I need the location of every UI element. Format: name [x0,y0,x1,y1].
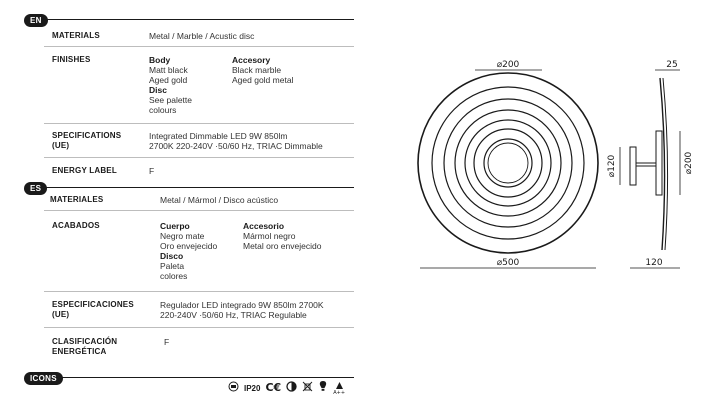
ip20-rating: IP20 [244,383,261,393]
especificaciones-label [52,300,134,320]
row-divider [44,291,354,292]
acabados-cuerpo [160,221,217,281]
energy-label-line: CLASIFICACIÓN [52,337,118,346]
specifications-label [52,131,121,151]
row-divider [44,210,354,211]
materiales-value: Metal / Mármol / Disco acústico [160,195,279,205]
disco-item: colores [160,271,188,281]
acabados-label: ACABADOS [52,221,100,230]
specifications-value [149,131,323,151]
dimmable-icon [286,381,297,396]
energy-scale-text: A++ [333,389,346,396]
disc-item: colours [149,105,177,115]
lang-tag-en: EN [24,14,48,27]
body-item: Aged gold [149,75,188,85]
accesorio-item: Mármol negro [243,231,296,241]
icons-tag: ICONS [24,372,63,385]
dim-side-depth: 25 [666,60,678,70]
specs-line: 220-240V ·50/60 Hz, TRIAC Regulable [160,310,307,320]
no-bin-weee-icon [302,381,313,396]
disc-item: See palette [149,95,193,105]
row-divider [44,123,354,124]
dim-top-width: ⌀200 [496,60,520,70]
materiales-label: MATERIALES [50,195,104,204]
specs-label-line: (UE) [52,310,70,319]
specs-line: Integrated Dimmable LED 9W 850lm [149,131,288,141]
specs-label-line: ESPECIFICACIONES [52,300,134,309]
accessory-heading: Accesory [232,55,271,65]
specs-label-line: (UE) [52,141,70,150]
energy-label: ENERGY LABEL [52,166,117,175]
accesorio-item: Metal oro envejecido [243,241,322,251]
especificaciones-value [160,300,324,320]
energy-label-line: ENERGÉTICA [52,347,107,356]
accessory-item: Black marble [232,65,282,75]
specs-line: 2700K 220-240V ·50/60 Hz, TRIAC Dimmable [149,141,323,151]
section-divider [42,187,354,188]
section-divider [44,19,354,20]
cuerpo-item: Oro envejecido [160,241,218,251]
accessory-item: Aged gold metal [232,75,294,85]
acabados-accesorio [243,221,321,251]
led-bulb-icon [318,380,328,396]
clasificacion-value: F [164,337,170,347]
cuerpo-item: Negro mate [160,231,205,241]
row-divider [44,327,354,328]
specs-label-line: SPECIFICATIONS [52,131,122,140]
body-item: Matt black [149,65,188,75]
row-divider [44,157,354,158]
side-view [630,78,668,250]
row-divider [44,46,354,47]
finishes-accessory [232,55,293,85]
energy-value: F [149,166,155,176]
front-view [418,73,598,253]
dim-side-bottom: 120 [645,258,663,268]
disco-heading: Disco [160,251,184,261]
dim-mount-height: ⌀120 [607,154,617,178]
certification-icons [228,381,345,395]
specs-line: Regulador LED integrado 9W 850lm 2700K [160,300,324,310]
dim-front-diameter: ⌀500 [496,258,520,268]
materials-value: Metal / Marble / Acustic disc [149,31,255,41]
accesorio-heading: Accesorio [243,221,285,231]
body-heading: Body [149,55,171,65]
disco-item: Paleta [160,261,185,271]
dim-side-height: ⌀200 [684,151,694,175]
energy-class-icon [333,381,345,396]
section-divider [60,377,354,378]
clasificacion-label [52,337,117,357]
finishes-label: FINISHES [52,55,91,64]
ce-mark-icon: C€ [265,381,282,394]
disc-heading: Disc [149,85,167,95]
lang-tag-es: ES [24,182,47,195]
materials-label: MATERIALS [52,31,100,40]
finishes-body [149,55,192,115]
cuerpo-heading: Cuerpo [160,221,190,231]
wall-mount-icon [228,381,239,396]
